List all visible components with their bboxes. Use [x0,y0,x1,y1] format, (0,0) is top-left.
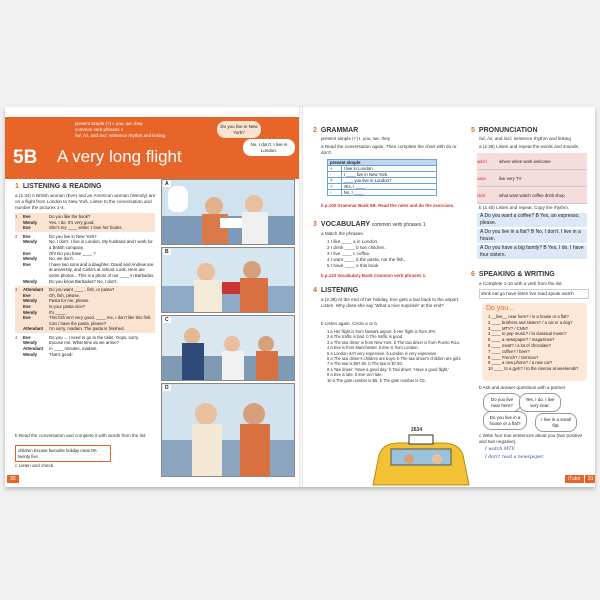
handwritten-example-2: I don't read a newspaper. [485,455,545,460]
section-speaking-writing: 6 SPEAKING & WRITING [471,271,555,278]
vocab-items: 1 I like ____ a in London. 2 I drink ____ b two children. 3 I live ____ c coffee. 4 I want ____ d the pasta, not the fish. 5 I have ____ e this book. [327,239,405,268]
objective-grammar: present simple (+) I, you, we, they [75,121,143,126]
taxi-illustration [365,425,477,487]
do-you-heading: Do you... [486,305,515,312]
book-spread [5,107,595,487]
sound-row: vase live very TV [477,170,587,187]
passengers-illustration [162,384,294,476]
photo-d [161,383,295,477]
listening-task-b: b Listen again. Circle a or b. [321,321,379,326]
vocab-task-a: a Match the phrases. [321,231,364,236]
conversation [15,213,155,359]
unit-header [5,117,299,179]
photo-tag: D [165,385,169,391]
unit-number: 5B [13,147,38,168]
unit-title: A very long flight [57,147,182,166]
sound-row: click what want watch coffee drink shop [477,187,587,204]
speech-bubble: Do you live near here? [483,393,521,412]
airplane-cabin-illustration [162,180,294,244]
objective-pron: /w/, /v/, and /ac/; sentence rhythm and linking [75,133,166,138]
section-pronunciation: 5 PRONUNCIATION [471,127,538,134]
speech-bubble: Yes, I do. I live very near. [519,393,561,412]
chart-title: present simple [328,160,437,166]
task-c: c Listen and check. [15,463,55,468]
speech-bubble: I live in a small flat. [535,413,577,432]
sound-chart [477,153,587,204]
task-b: b Read the conversation and complete it with words from the list. [15,433,147,438]
listening-items: 1 a Her flight is from Newark airport. b Her flight is from JFK. 2 a The traffic is bad. b The traffic is good. 3 a The taxi driver is from New York. b The taxi driver is from Puerto Rico. 4 a Eve is from Manchester. b Eve is from London. 5 a London isn't very expensive. b London is very expensive. 6 a The taxi driver's children are boys. b The taxi driver's children are girls. 7 a The taxi is $87.50. b The taxi is $7.50. 8 a Taxi driver: 'Have a good day.' b Taxi driver: 'Have a good flight.' 9 a Eve is late. b Eve isn't late. 10 a The gate number is B5. b The gate number is C5. [327,329,462,383]
verb-list-box: drink eat go have listen live read speak watch [479,289,589,299]
rhythm-pair: A Do you want a coffee? B Yes, an espresso, please. [477,213,587,227]
vocabulary-bank-link[interactable]: b p.123 Vocabulary Bank Common verb phrases 1. [321,273,427,278]
brand-logo: iTutor [565,475,584,483]
word-list-box: children Excuse favourite holiday meat OK twenty five [15,445,111,462]
speak-task-c: c Write four true sentences about you (two positive and two negative). [479,433,583,444]
grammar-bank-link[interactable]: b p.100 Grammar Bank 5B. Read the rules and do the exercises. [321,203,455,208]
speak-task-b: b Ask and answer questions with a partner. [479,385,567,390]
conversation-part-3: 3 Attendant Do you want ____ , fish, or pasta? Eve Oh, fish, please. Wendy Pasta for me, please. Eve Is your pasta nice? Wendy It's ____ . Eve This fish isn't very good. ____ me, I don't like this fish. Can I have the pasta, please? Attendant I'm sorry, madam. The pasta is finished. [15,286,155,333]
conversation-part-4: 4 Eve Do you ... I need to go to the toilet. Oops, sorry. Wendy Excuse me. What time do we arrive? Attendant In ____ minutes, madam. Wendy That's good! [15,334,155,358]
objectives [75,121,215,139]
handwritten-example-1: I watch MTV. [485,447,516,452]
speech-bubble-answer: No, I don't. I live in London. [243,139,295,156]
page-number-right: 31 [585,475,595,483]
attendant-illustration [162,316,294,380]
present-simple-chart: present simple + I live in London. - I ____ live in New York. ? ____ you live in London? + Yes, I ____ . - No, I ____ . [327,159,437,196]
rhythm-pair: A Do you live in a flat? B No, I don't. I live in a house. [477,229,587,243]
photo-tag: B [165,249,169,255]
sound-row: witch where when work welcome [477,153,587,170]
grammar-sub: present simple (+) I, you, we, they [321,136,391,141]
photo-tag: A [165,181,169,187]
conversation-part-1: 1 Eve Do you like the book? Wendy Yes, I do. It's very good. Eve She's my ____ writer. I love her books. [15,213,155,232]
rhythm-pair: A Do you have a big family? B Yes, I do. I have four sisters. [477,245,587,259]
photo-c [161,315,295,381]
pron-task-b: b (2.40) Listen and repeat. Copy the rhythm. [479,205,570,210]
section-listening: 4 LISTENING [313,287,359,294]
pron-sub: /w/, /v/, and /ac/; sentence rhythm and linking [479,136,571,141]
reading-illustration [162,248,294,312]
photo-tag: C [165,317,169,323]
page-number-left: 30 [7,475,19,483]
task-a: a (2.34) A British woman (Eve) and an American woman (Wendy) are on a flight from London to New York. Listen to the conversation and number the pictures 1-4. [15,193,156,210]
conversation-part-2: 2 Eve Do you live in New York? Wendy No, I don't. I live in London. My husband and I work for a British company. Eve Oh! Do you have ____ ? Wendy No, we don't. Eve I have two sons and a daughter. David and Andrew are at university, and Carla's at school. Look. Here are some photos... This is a photo of our ____ in Barbados. Wendy Do you know Barbados? No, I don't. [15,233,155,284]
grammar-task-a: a Read the conversation again. Then complete the chart with do or don't. [321,144,457,155]
photo-b [161,247,295,313]
taxi-sign: 2634 [411,427,423,433]
do-you-box: Do you... 1 __live__ near here? / in a house or a flat? 2 ____ brothers and sisters? / a cat or a dog? 3 ____ MTV? / CNN? 4 ____ to pop music? / to classical music? 5 ____ a newspaper? / magazines? 6 ____ meat? / a lot of chocolate? 7 ____ coffee? / beer? 8 ____ French? / German? 9 ____ a new phone? / a new car? 10 ____ to a gym? / to the cinema at weekends? [482,303,587,381]
speak-task-a: a Complete 1-10 with a verb from the list. [479,281,563,286]
section-vocabulary: 3 VOCABULARY common verb phrases 1 [313,221,426,228]
section-listening-reading: 1 LISTENING & READING [15,183,102,190]
speech-bubble: Do you live in a house or a flat? [483,411,527,430]
listening-task-a: a (2.38) At the end of her holiday, Eve gets a taxi back to the airport. Listen. Why does she say 'What a nice surprise!' at the end? [321,297,460,308]
pron-task-a: a (2.39) Listen and repeat the words and sounds. [479,144,580,149]
objective-vocab: common verb phrases 1 [75,127,124,132]
gutter [299,107,303,487]
section-grammar: 2 GRAMMAR [313,127,359,134]
speech-bubble-question: Do you live in New York? [217,121,261,138]
photo-a [161,179,295,245]
